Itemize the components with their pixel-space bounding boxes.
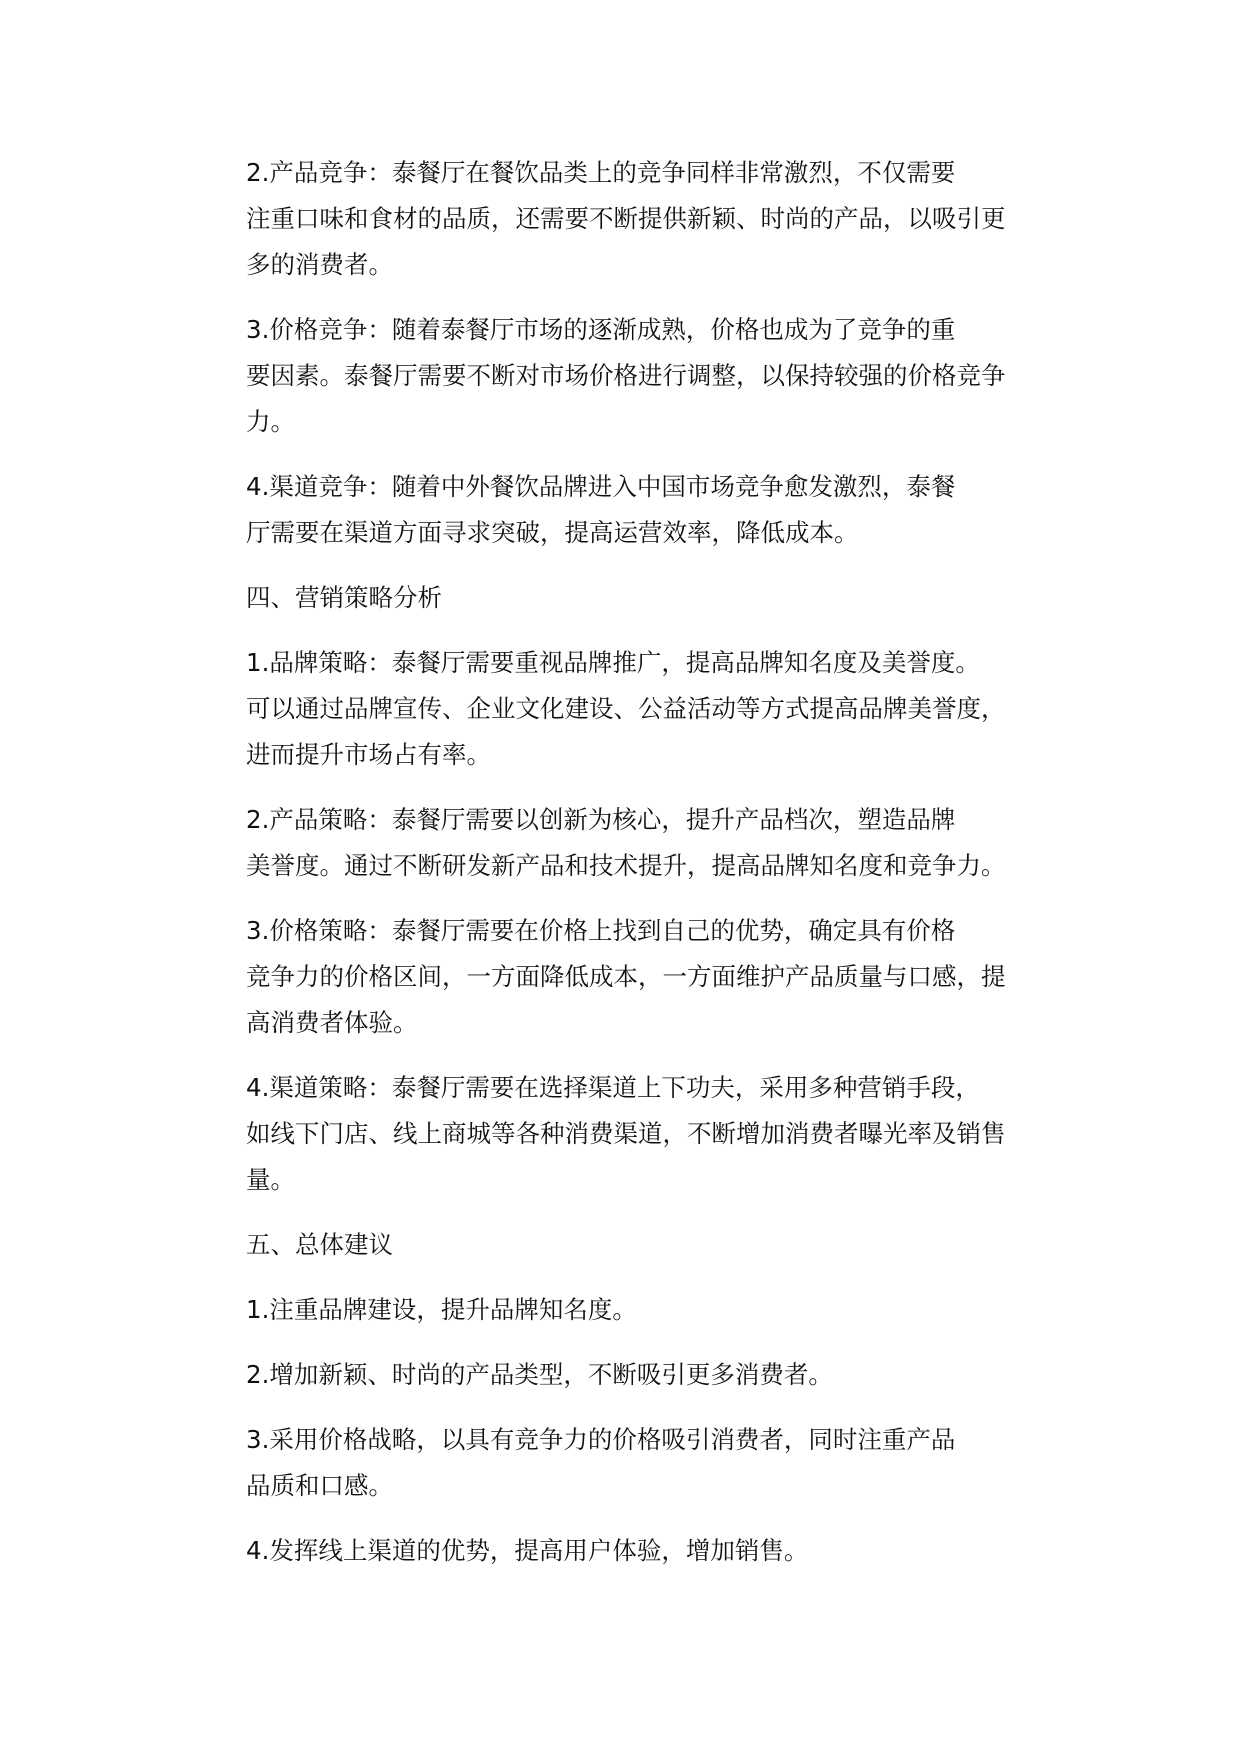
body-paragraph xyxy=(186,797,1066,889)
body-paragraph xyxy=(186,1065,1066,1203)
text-line: 要因素。泰餐厅需要不断对市场价格进行调整，以保持较强的价格竞争 xyxy=(246,361,1006,390)
body-paragraph xyxy=(186,1352,1066,1398)
text-line: 2.增加新颖、时尚的产品类型，不断吸引更多消费者。 xyxy=(246,1360,833,1389)
body-paragraph xyxy=(186,1528,1066,1574)
text-line: 品质和口感。 xyxy=(246,1471,393,1500)
text-line: 厅需要在渠道方面寻求突破，提高运营效率，降低成本。 xyxy=(246,518,859,547)
text-line: 3.价格策略：泰餐厅需要在价格上找到自己的优势，确定具有价格 xyxy=(246,916,956,945)
body-paragraph xyxy=(186,1287,1066,1333)
text-line: 4.渠道策略：泰餐厅需要在选择渠道上下功夫，采用多种营销手段， xyxy=(246,1073,980,1102)
text-line: 高消费者体验。 xyxy=(246,1008,418,1037)
text-line: 五、总体建议 xyxy=(246,1230,393,1259)
text-line: 量。 xyxy=(246,1165,295,1194)
text-line: 3.价格竞争：随着泰餐厅市场的逐渐成熟，价格也成为了竞争的重 xyxy=(246,315,956,344)
text-line: 如线下门店、线上商城等各种消费渠道，不断增加消费者曝光率及销售 xyxy=(246,1119,1006,1148)
text-line: 4.发挥线上渠道的优势，提高用户体验，增加销售。 xyxy=(246,1536,809,1565)
body-paragraph xyxy=(186,908,1066,1046)
text-line: 竞争力的价格区间，一方面降低成本，一方面维护产品质量与口感，提 xyxy=(246,962,1006,991)
text-line: 3.采用价格战略，以具有竞争力的价格吸引消费者，同时注重产品 xyxy=(246,1425,956,1454)
document-page xyxy=(186,150,1066,1593)
text-line: 1.注重品牌建设，提升品牌知名度。 xyxy=(246,1295,637,1324)
text-line: 注重口味和食材的品质，还需要不断提供新颖、时尚的产品，以吸引更 xyxy=(246,204,1006,233)
body-paragraph xyxy=(186,640,1066,778)
text-line: 进而提升市场占有率。 xyxy=(246,740,491,769)
text-line: 2.产品竞争：泰餐厅在餐饮品类上的竞争同样非常激烈，不仅需要 xyxy=(246,158,956,187)
text-line: 4.渠道竞争：随着中外餐饮品牌进入中国市场竞争愈发激烈，泰餐 xyxy=(246,472,956,501)
body-paragraph xyxy=(186,307,1066,445)
text-line: 力。 xyxy=(246,407,295,436)
text-line: 四、营销策略分析 xyxy=(246,583,442,612)
text-line: 1.品牌策略：泰餐厅需要重视品牌推广，提高品牌知名度及美誉度。 xyxy=(246,648,980,677)
section-heading xyxy=(186,1222,1066,1268)
text-line: 多的消费者。 xyxy=(246,250,393,279)
body-paragraph xyxy=(186,1417,1066,1509)
text-line: 2.产品策略：泰餐厅需要以创新为核心，提升产品档次，塑造品牌 xyxy=(246,805,956,834)
text-line: 可以通过品牌宣传、企业文化建设、公益活动等方式提高品牌美誉度， xyxy=(246,694,1006,723)
body-paragraph xyxy=(186,150,1066,288)
text-line: 美誉度。通过不断研发新产品和技术提升，提高品牌知名度和竞争力。 xyxy=(246,851,1006,880)
section-heading xyxy=(186,575,1066,621)
body-paragraph xyxy=(186,464,1066,556)
